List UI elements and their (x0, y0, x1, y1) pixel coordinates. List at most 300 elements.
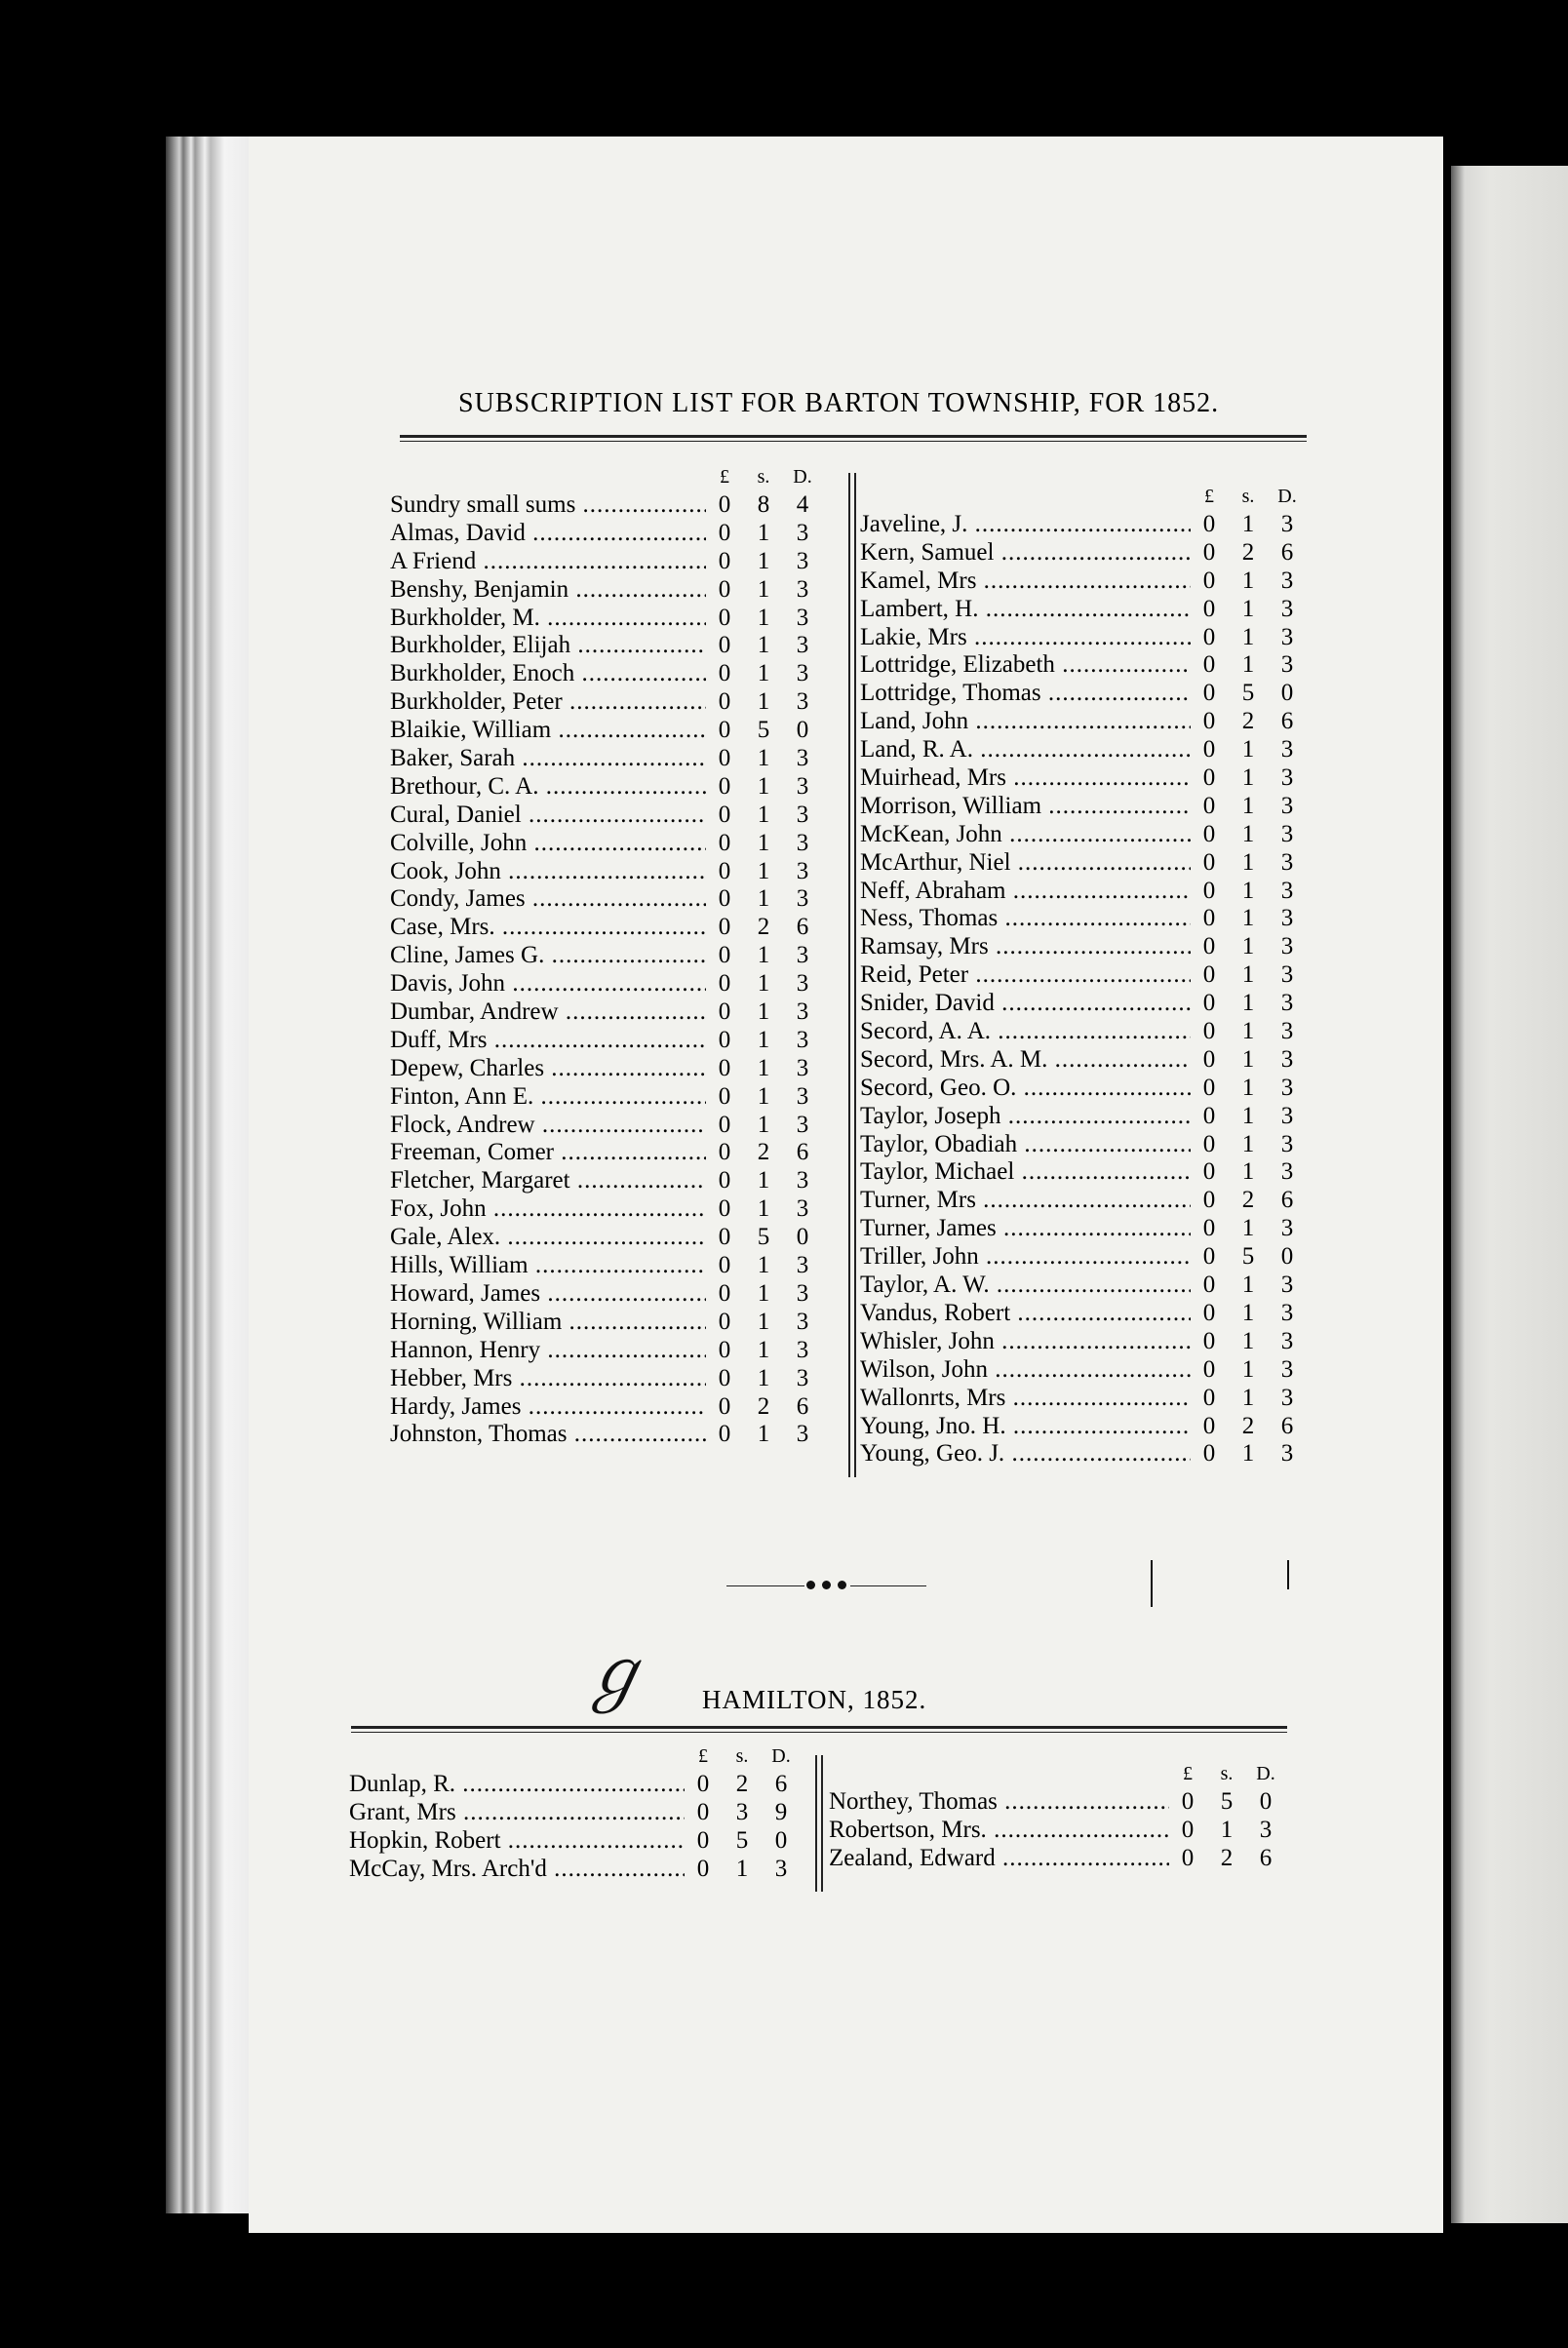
subscriber-name: Ness, Thomas ..... (860, 905, 1191, 933)
amount-pounds: 0 (718, 801, 731, 828)
subscriber-row (390, 491, 848, 520)
amount-pence: 0 (796, 1224, 809, 1251)
subscriber-name: Fox, John ..... (390, 1195, 706, 1224)
column-divider (821, 1755, 823, 1892)
amount-pence: 3 (1280, 1440, 1294, 1468)
subscriber-row (860, 651, 1328, 680)
amount-pence: 3 (1280, 1045, 1294, 1073)
amount-pounds: 0 (718, 1336, 731, 1363)
amount-shillings: 5 (757, 1224, 770, 1251)
subscriber-row (390, 885, 848, 914)
subscriber-row (860, 1272, 1328, 1300)
amount-shillings: 1 (1241, 848, 1255, 876)
subscriber-row (390, 970, 848, 998)
subscriber-row (349, 1827, 817, 1856)
amount-pence: 6 (1280, 1412, 1294, 1439)
amount-shillings: 1 (757, 1195, 770, 1223)
amount-pence: 3 (796, 772, 809, 800)
amount-shillings: 1 (1241, 511, 1255, 537)
amount-pounds: 0 (696, 1826, 710, 1854)
amount-pence: 3 (1280, 736, 1294, 763)
subscriber-row (860, 1300, 1328, 1328)
subscriber-row (860, 1385, 1328, 1413)
subscriber-name: Baker, Sarah ..... (390, 745, 706, 773)
amount-pounds: 0 (1202, 1355, 1216, 1383)
subscriber-name: Secord, A. A. ..... (860, 1018, 1191, 1046)
subscriber-row (829, 1845, 1297, 1873)
subscriber-name: Blaikie, William ..... (390, 717, 706, 745)
amount-pence: 6 (1280, 538, 1294, 566)
amount-pence: 3 (1280, 877, 1294, 904)
subscriber-row (860, 1046, 1328, 1075)
amount-shillings: 2 (1220, 1844, 1234, 1871)
amount-shillings: 1 (1241, 736, 1255, 763)
amount-pounds: 0 (718, 1082, 731, 1110)
subscriber-row (390, 745, 848, 773)
subscriber-name: Burkholder, Elijah ..... (390, 632, 706, 660)
subscriber-name: Case, Mrs. ..... (390, 914, 706, 942)
subscriber-row (860, 567, 1328, 596)
amount-shillings: 2 (735, 1771, 749, 1797)
subscriber-row (860, 1243, 1328, 1272)
amount-pounds: 0 (718, 1054, 731, 1081)
amount-shillings: 8 (757, 491, 770, 518)
subscriber-row (390, 1167, 848, 1195)
subscriber-row (390, 1027, 848, 1055)
amount-pence: 3 (796, 1279, 809, 1307)
header-pence: D. (793, 466, 812, 488)
page-title: SUBSCRIPTION LIST FOR BARTON TOWNSHIP, FOR 1852. (458, 388, 1220, 418)
subscriber-name: Finton, Ann E. ..... (390, 1083, 706, 1112)
subscriber-row (860, 1103, 1328, 1131)
subscriber-row (390, 830, 848, 858)
amount-shillings: 2 (1241, 708, 1255, 735)
amount-shillings: 1 (757, 575, 770, 603)
amount-shillings: 2 (1241, 538, 1255, 566)
subscriber-name: Cline, James G. ..... (390, 942, 706, 970)
subscriber-row (860, 1187, 1328, 1215)
subscriber-row (390, 998, 848, 1027)
amount-pounds: 0 (1202, 1074, 1216, 1101)
amount-pence: 3 (1280, 848, 1294, 876)
amount-shillings: 1 (1241, 1215, 1255, 1242)
barton-left-column (390, 466, 848, 1449)
amount-pence: 3 (796, 1364, 809, 1391)
subscriber-row (349, 1771, 817, 1799)
amount-shillings: 1 (1220, 1816, 1234, 1843)
subscriber-row (390, 858, 848, 886)
subscriber-name: Fletcher, Margaret ..... (390, 1167, 706, 1195)
amount-pence: 3 (796, 1054, 809, 1081)
amount-pence: 3 (796, 1082, 809, 1110)
subscriber-row (390, 1421, 848, 1449)
amount-pence: 3 (796, 660, 809, 687)
amount-pence: 0 (774, 1826, 788, 1854)
subscriber-row (860, 1440, 1328, 1468)
subscriber-row (390, 520, 848, 548)
amount-pence: 3 (796, 942, 809, 969)
section-rule (351, 1726, 1287, 1733)
amount-pounds: 0 (1202, 1384, 1216, 1411)
amount-pounds: 0 (718, 575, 731, 603)
amount-pence: 3 (1280, 623, 1294, 650)
subscriber-name: Duff, Mrs ..... (390, 1027, 706, 1055)
subscriber-row (860, 680, 1328, 708)
amount-pounds: 0 (718, 1167, 731, 1194)
amount-pounds: 0 (718, 1111, 731, 1138)
amount-shillings: 1 (1241, 567, 1255, 594)
subscriber-name: Wallonrts, Mrs ..... (860, 1385, 1191, 1413)
amount-shillings: 5 (757, 717, 770, 744)
barton-right-column (860, 486, 1328, 1468)
amount-pounds: 0 (1202, 1327, 1216, 1354)
amount-shillings: 1 (1241, 1299, 1255, 1326)
amount-shillings: 1 (757, 1308, 770, 1335)
subscriber-name: Condy, James ..... (390, 885, 706, 914)
amount-pence: 3 (1280, 961, 1294, 989)
amount-pounds: 0 (718, 491, 731, 518)
subscriber-name: Ramsay, Mrs ..... (860, 933, 1191, 961)
amount-pence: 3 (1280, 567, 1294, 594)
amount-pounds: 0 (1181, 1788, 1195, 1815)
subscriber-row (390, 1365, 848, 1393)
amount-pounds: 0 (1202, 1440, 1216, 1468)
amount-shillings: 1 (757, 1364, 770, 1391)
subscriber-name: Freeman, Comer ..... (390, 1139, 706, 1167)
amount-pounds: 0 (1202, 623, 1216, 650)
subscriber-row (860, 933, 1328, 961)
subscriber-row (860, 511, 1328, 539)
column-divider (815, 1755, 817, 1892)
amount-pence: 6 (1280, 708, 1294, 735)
subscriber-row (390, 632, 848, 660)
subscriber-name: Zealand, Edward ..... (829, 1845, 1169, 1873)
amount-pounds: 0 (718, 998, 731, 1026)
subscriber-row (390, 605, 848, 633)
amount-shillings: 1 (1241, 877, 1255, 904)
amount-pence: 3 (1280, 1272, 1294, 1299)
subscriber-name: Javeline, J. ..... (860, 511, 1191, 539)
subscriber-row (860, 708, 1328, 736)
amount-shillings: 5 (1220, 1788, 1234, 1815)
subscriber-name: Almas, David ..... (390, 520, 706, 548)
amount-shillings: 1 (757, 1279, 770, 1307)
amount-pence: 3 (796, 1111, 809, 1138)
subscriber-row (860, 596, 1328, 624)
amount-pence: 0 (1280, 1243, 1294, 1271)
amount-column-headers (349, 1745, 817, 1771)
amount-shillings: 1 (757, 745, 770, 772)
amount-pence: 4 (796, 491, 809, 518)
subscriber-name: Dunlap, R. ..... (349, 1771, 685, 1799)
amount-pounds: 0 (718, 660, 731, 687)
amount-shillings: 1 (1241, 1102, 1255, 1129)
amount-pence: 3 (1280, 511, 1294, 537)
amount-pence: 3 (796, 1421, 809, 1448)
subscriber-name: Hannon, Henry ..... (390, 1337, 706, 1365)
amount-pounds: 0 (1202, 1018, 1216, 1045)
amount-shillings: 1 (1241, 651, 1255, 679)
subscriber-name: Dumbar, Andrew ..... (390, 998, 706, 1027)
subscriber-row (390, 1224, 848, 1252)
amount-shillings: 1 (1241, 905, 1255, 932)
amount-pence: 3 (1280, 1102, 1294, 1129)
subscriber-name: Young, Jno. H. ..... (860, 1413, 1191, 1441)
amount-shillings: 1 (757, 1167, 770, 1194)
header-pence: D. (1256, 1763, 1275, 1784)
subscriber-name: Land, R. A. ..... (860, 736, 1191, 764)
hamilton-left-column (349, 1745, 817, 1884)
amount-pence: 3 (796, 829, 809, 856)
amount-shillings: 1 (757, 801, 770, 828)
header-pounds: £ (720, 466, 729, 488)
amount-pence: 0 (1259, 1788, 1273, 1815)
amount-pence: 3 (1280, 990, 1294, 1017)
amount-shillings: 1 (757, 772, 770, 800)
header-pounds: £ (698, 1745, 708, 1767)
subscriber-row (390, 1083, 848, 1112)
subscriber-name: Colville, John ..... (390, 830, 706, 858)
amount-shillings: 2 (757, 1392, 770, 1420)
amount-shillings: 1 (1241, 1272, 1255, 1299)
amount-pence: 6 (796, 1139, 809, 1166)
amount-pounds: 0 (1202, 1102, 1216, 1129)
amount-pounds: 0 (718, 1026, 731, 1053)
subscriber-name: McKean, John ..... (860, 821, 1191, 849)
amount-pence: 3 (1280, 764, 1294, 792)
amount-pence: 3 (796, 1167, 809, 1194)
subscriber-row (349, 1799, 817, 1827)
amount-pence: 3 (1280, 1384, 1294, 1411)
subscriber-name: Lambert, H. ..... (860, 596, 1191, 624)
amount-pence: 3 (796, 604, 809, 631)
amount-pounds: 0 (718, 688, 731, 716)
amount-pence: 3 (796, 1252, 809, 1279)
subscriber-name: Triller, John ..... (860, 1243, 1191, 1272)
column-divider (854, 473, 856, 1477)
amount-pounds: 0 (1202, 820, 1216, 847)
section-ornament (726, 1585, 926, 1589)
subscriber-row (860, 1215, 1328, 1243)
subscriber-name: Northey, Thomas ..... (829, 1788, 1169, 1817)
subscriber-name: McArthur, Niel ..... (860, 849, 1191, 878)
subscriber-name: Sundry small sums ..... (390, 491, 706, 520)
amount-pence: 3 (796, 857, 809, 884)
amount-pounds: 0 (718, 914, 731, 941)
amount-shillings: 1 (757, 632, 770, 659)
subscriber-name: Snider, David ..... (860, 990, 1191, 1018)
amount-pence: 3 (1280, 1215, 1294, 1242)
subscriber-row (390, 1337, 848, 1365)
amount-shillings: 1 (757, 688, 770, 716)
amount-shillings: 1 (757, 604, 770, 631)
subscriber-name: Secord, Geo. O. ..... (860, 1075, 1191, 1103)
amount-pounds: 0 (718, 1308, 731, 1335)
subscriber-row (860, 1328, 1328, 1356)
subscriber-row (860, 849, 1328, 878)
amount-shillings: 1 (757, 1336, 770, 1363)
amount-pounds: 0 (1202, 567, 1216, 594)
amount-pounds: 0 (718, 745, 731, 772)
subscriber-row (390, 1195, 848, 1224)
amount-shillings: 3 (735, 1798, 749, 1825)
subscriber-row (390, 1055, 848, 1083)
subscriber-row (860, 793, 1328, 821)
subscriber-row (390, 1280, 848, 1309)
amount-pounds: 0 (718, 1195, 731, 1223)
subscriber-name: Land, John ..... (860, 708, 1191, 736)
amount-pence: 6 (774, 1771, 788, 1797)
subscriber-row (390, 773, 848, 802)
amount-shillings: 1 (757, 1111, 770, 1138)
amount-pounds: 0 (718, 829, 731, 856)
amount-pounds: 0 (1202, 1299, 1216, 1326)
amount-pence: 3 (1280, 1158, 1294, 1186)
amount-pounds: 0 (718, 717, 731, 744)
subscriber-row (390, 1393, 848, 1422)
amount-pounds: 0 (1202, 848, 1216, 876)
subscriber-name: Benshy, Benjamin ..... (390, 576, 706, 605)
amount-pence: 3 (796, 688, 809, 716)
amount-pounds: 0 (718, 547, 731, 574)
amount-pounds: 0 (1202, 1272, 1216, 1299)
amount-pounds: 0 (1202, 1158, 1216, 1186)
subscriber-name: Lottridge, Elizabeth ..... (860, 651, 1191, 680)
amount-pence: 3 (796, 1026, 809, 1053)
subscriber-name: Kamel, Mrs ..... (860, 567, 1191, 596)
subscriber-row (860, 1131, 1328, 1159)
subscriber-name: Hebber, Mrs ..... (390, 1365, 706, 1393)
header-shillings: s. (1220, 1763, 1234, 1784)
subscriber-row (829, 1817, 1297, 1845)
amount-shillings: 5 (735, 1826, 749, 1854)
amount-pounds: 0 (718, 772, 731, 800)
amount-pounds: 0 (1181, 1816, 1195, 1843)
amount-pounds: 0 (1202, 961, 1216, 989)
subscriber-row (860, 905, 1328, 933)
subscriber-name: Turner, James ..... (860, 1215, 1191, 1243)
amount-pence: 3 (1280, 595, 1294, 622)
amount-pence: 3 (796, 885, 809, 913)
subscriber-row (390, 914, 848, 942)
subscriber-name: Wilson, John ..... (860, 1356, 1191, 1385)
amount-pounds: 0 (696, 1771, 710, 1797)
header-pence: D. (771, 1745, 791, 1767)
header-pounds: £ (1183, 1763, 1193, 1784)
amount-shillings: 1 (757, 1082, 770, 1110)
amount-shillings: 1 (1241, 1355, 1255, 1383)
subscriber-name: Cural, Daniel ..... (390, 802, 706, 830)
amount-shillings: 1 (735, 1855, 749, 1882)
subscriber-name: Cook, John ..... (390, 858, 706, 886)
subscriber-name: Hills, William ..... (390, 1252, 706, 1280)
subscriber-name: Muirhead, Mrs ..... (860, 764, 1191, 793)
amount-shillings: 1 (1241, 595, 1255, 622)
column-divider (848, 473, 850, 1477)
amount-pence: 3 (1259, 1816, 1273, 1843)
amount-shillings: 2 (757, 1139, 770, 1166)
subscriber-row (860, 764, 1328, 793)
amount-pounds: 0 (1202, 736, 1216, 763)
subscriber-name: Taylor, A. W. ..... (860, 1272, 1191, 1300)
subscriber-name: Horning, William ..... (390, 1309, 706, 1337)
amount-shillings: 1 (757, 970, 770, 998)
amount-pence: 3 (774, 1855, 788, 1882)
amount-pounds: 0 (1181, 1844, 1195, 1871)
amount-pence: 3 (796, 575, 809, 603)
amount-pence: 3 (1280, 651, 1294, 679)
amount-pence: 3 (1280, 1018, 1294, 1045)
amount-pounds: 0 (1202, 764, 1216, 792)
amount-column-headers (860, 486, 1328, 511)
subscriber-name: Vandus, Robert ..... (860, 1300, 1191, 1328)
subscriber-row (390, 802, 848, 830)
subscriber-row (390, 688, 848, 717)
subscriber-name: Kern, Samuel ..... (860, 539, 1191, 567)
subscriber-name: Turner, Mrs ..... (860, 1187, 1191, 1215)
amount-column-headers (829, 1763, 1297, 1788)
amount-pounds: 0 (1202, 595, 1216, 622)
subscriber-row (349, 1856, 817, 1884)
amount-pounds: 0 (1202, 511, 1216, 537)
subscriber-name: Secord, Mrs. A. M. ..... (860, 1046, 1191, 1075)
subscriber-name: Hardy, James ..... (390, 1393, 706, 1422)
amount-shillings: 2 (757, 914, 770, 941)
subscriber-row (390, 1112, 848, 1140)
amount-pence: 3 (796, 632, 809, 659)
amount-pence: 6 (796, 914, 809, 941)
amount-pounds: 0 (718, 1252, 731, 1279)
amount-pence: 3 (796, 519, 809, 546)
amount-pence: 3 (796, 745, 809, 772)
amount-pounds: 0 (1202, 538, 1216, 566)
amount-shillings: 5 (1241, 1243, 1255, 1271)
subscriber-row (390, 717, 848, 745)
amount-pounds: 0 (718, 519, 731, 546)
amount-shillings: 1 (757, 1252, 770, 1279)
title-rule (400, 435, 1307, 442)
subscriber-name: Reid, Peter ..... (860, 961, 1191, 990)
amount-shillings: 1 (1241, 764, 1255, 792)
amount-pence: 3 (1280, 1299, 1294, 1326)
amount-pounds: 0 (718, 1224, 731, 1251)
amount-pence: 3 (796, 801, 809, 828)
amount-pounds: 0 (718, 1392, 731, 1420)
amount-shillings: 2 (1241, 1187, 1255, 1214)
amount-shillings: 1 (757, 942, 770, 969)
amount-pence: 3 (1280, 933, 1294, 960)
subscriber-row (860, 1018, 1328, 1046)
subscriber-name: Johnston, Thomas ..... (390, 1421, 706, 1449)
facing-page-edge (1451, 166, 1568, 2223)
amount-shillings: 1 (757, 519, 770, 546)
amount-shillings: 1 (757, 857, 770, 884)
subscriber-row (860, 1356, 1328, 1385)
amount-pounds: 0 (1202, 1215, 1216, 1242)
amount-shillings: 1 (1241, 1158, 1255, 1186)
amount-shillings: 1 (757, 998, 770, 1026)
subscriber-row (390, 1139, 848, 1167)
amount-pence: 3 (796, 970, 809, 998)
amount-pounds: 0 (718, 632, 731, 659)
subscriber-name: Grant, Mrs ..... (349, 1799, 685, 1827)
subscriber-name: Depew, Charles ..... (390, 1055, 706, 1083)
subscriber-name: Burkholder, Enoch ..... (390, 660, 706, 688)
amount-pounds: 0 (696, 1855, 710, 1882)
subscriber-name: Morrison, William ..... (860, 793, 1191, 821)
amount-pounds: 0 (1202, 1243, 1216, 1271)
amount-pence: 3 (1280, 792, 1294, 819)
